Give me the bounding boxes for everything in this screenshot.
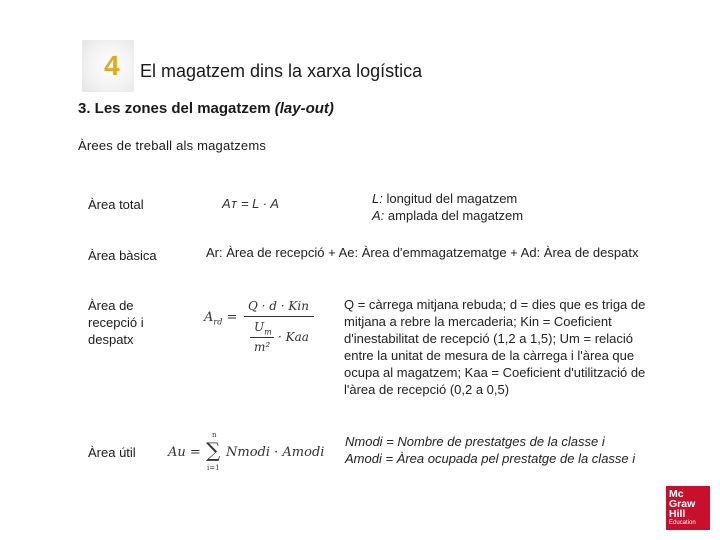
- formula-recepcio-numerator: Q · d · Kin: [248, 299, 309, 313]
- formula-area-util: [168, 431, 328, 474]
- logo-line3: Hill: [669, 508, 686, 520]
- desc-area-util-line2: Amodi = Àrea ocupada pel prestatge de la classe i: [345, 451, 636, 466]
- formula-util-sum-bottom: i=1: [207, 464, 220, 472]
- row-label-area-total: Àrea total: [88, 197, 144, 212]
- logo-line4: Education: [669, 520, 696, 526]
- section-title-text: 3. Les zones del magatzem: [78, 100, 275, 117]
- desc-area-util-line1: Nmodi = Nombre de prestatges de la classe i: [345, 434, 605, 449]
- desc-area-total-line1: L: longitud del magatzem: [372, 191, 518, 206]
- chapter-title: El magatzem dins la xarxa logística: [140, 61, 423, 81]
- formula-recepcio-fraction-bar: [244, 316, 314, 317]
- formula-area-total: Aᴛ = L · A: [222, 196, 279, 211]
- section-title-italic: (lay-out): [274, 100, 334, 117]
- desc-area-total-line2: A: amplada del magatzem: [372, 208, 524, 223]
- chapter-number: 4: [104, 50, 120, 81]
- desc-area-util: [345, 433, 635, 467]
- section-title: [78, 100, 334, 117]
- logo-line2: Graw: [669, 498, 696, 510]
- row-label-area-util: Àrea útil: [88, 445, 136, 460]
- row-label-area-recepcio: Àrea de recepció i despatx: [88, 298, 144, 347]
- logo-line1: Mc: [669, 488, 684, 500]
- formula-recepcio-inner-bar: [250, 337, 274, 338]
- sum-sigma-icon: ∑: [206, 438, 221, 462]
- page-subtitle: Àrees de treball als magatzems: [78, 138, 267, 153]
- formula-area-recepcio: [204, 294, 324, 364]
- formula-area-basica: Ar: Àrea de recepció + Ae: Àrea d'emmagatzematge + Ad: Àrea de despatx: [206, 245, 639, 260]
- formula-recepcio-den-den: m²: [254, 340, 271, 354]
- formula-recepcio-den-suffix: · Kaa: [278, 330, 309, 344]
- desc-area-recepcio: Q = càrrega mitjana rebuda; d = dies que es triga de mitjana a rebre la mercaderia; Kin = Coeficient d'inestabilitat de recepció (1,2 a 1,5); Um = relació entre la unitat de mesura de la càrrega i l'àrea que ocupa al magatzem; Kaa = Coeficient d'utilització de l'àrea de recepció (0,2 a 0,5): [344, 297, 646, 397]
- formula-recepcio-den-num: $U_m$: [254, 320, 272, 337]
- formula-util-sum-top: n: [212, 431, 217, 439]
- mcgraw-hill-logo: [666, 486, 710, 530]
- formula-util-lhs: Au =: [168, 445, 201, 460]
- formula-util-rhs: Nmodi · Amodi: [226, 445, 325, 460]
- formula-recepcio-lhs: $A_{rd}$ =: [204, 310, 238, 327]
- desc-area-total: [372, 190, 523, 224]
- row-label-area-basica: Àrea bàsica: [88, 248, 157, 263]
